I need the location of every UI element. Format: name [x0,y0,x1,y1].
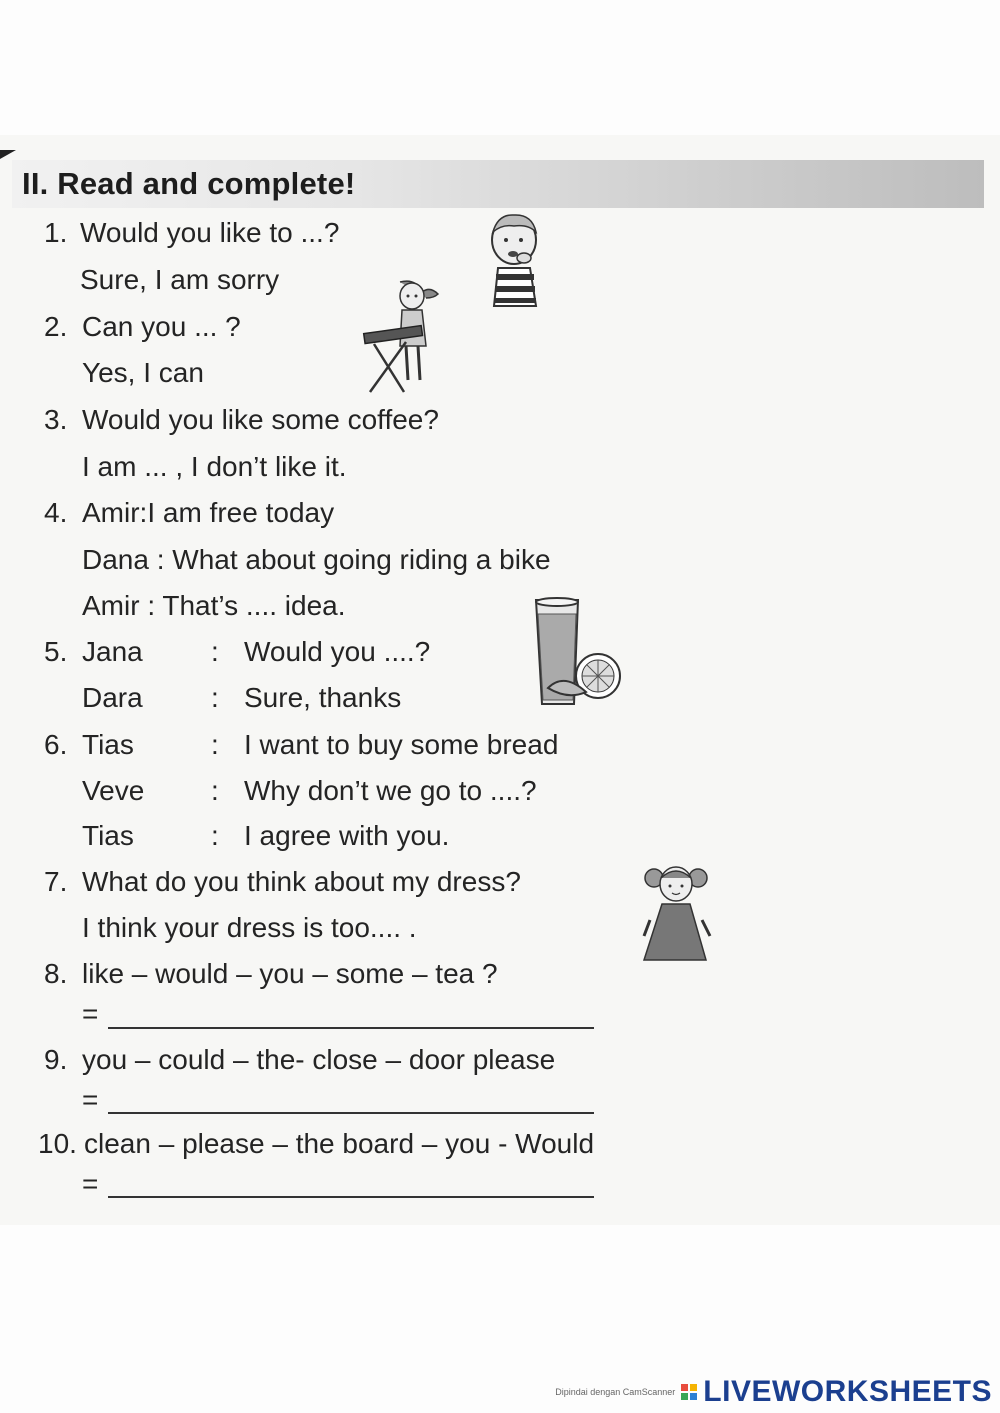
q5-text-2: Sure, thanks [244,682,402,713]
liveworksheets-logo: LIVEWORKSHEETS [703,1375,992,1408]
liveworksheets-footer [555,1374,992,1410]
q7-question: What do you think about my dress? [82,866,521,897]
section-title: II. Read and complete! [22,166,356,201]
item-number: 7. [44,866,68,897]
item-number: 8. [44,958,68,989]
item-number: 3. [44,404,68,435]
item-number: 4. [44,497,68,528]
equals-sign: = [82,1084,99,1115]
juice-glass-icon [528,596,624,712]
q2-answer: Yes, I can [82,357,204,388]
q9-answer-line[interactable] [108,1112,594,1114]
equals-sign: = [82,998,99,1029]
q6-text-1: I want to buy some bread [244,729,559,760]
dialogue-colon: : [211,775,219,806]
q5-text-1: Would you ....? [244,636,431,667]
item-number: 5. [44,636,68,667]
q8-answer-line[interactable] [108,1027,594,1029]
q3-answer: I am ... , I don’t like it. [82,451,347,482]
q9-scrambled: you – could – the- close – door please [82,1044,556,1075]
q6-text-3: I agree with you. [244,820,450,851]
q10-scrambled: clean – please – the board – you - Would [84,1128,595,1159]
q4-line-3: Amir : That’s .... idea. [82,590,346,621]
item-number: 6. [44,729,68,760]
item-number: 1. [44,217,68,248]
item-number: 10. [38,1128,77,1159]
dialogue-colon: : [211,682,219,713]
dialogue-colon: : [211,820,219,851]
q7-answer: I think your dress is too.... . [82,912,417,943]
logo-blocks-icon [681,1384,697,1400]
girl-keyboard-icon [360,276,452,394]
q6-speaker-2: Veve [82,775,145,806]
equals-sign: = [82,1168,99,1199]
dialogue-colon: : [211,729,219,760]
corner-mark [0,150,16,159]
q1-question: Would you like to ...? [80,217,340,248]
q4-line-2: Dana : What about going riding a bike [82,544,551,575]
girl-dress-icon [640,860,714,968]
q3-question: Would you like some coffee? [82,404,439,435]
item-number: 9. [44,1044,68,1075]
q6-speaker-3: Tias [82,820,134,851]
q5-speaker-1: Jana [82,636,143,667]
q6-speaker-1: Tias [82,729,134,760]
item-number: 2. [44,311,68,342]
q5-speaker-2: Dara [82,682,143,713]
dialogue-colon: : [211,636,219,667]
q8-scrambled: like – would – you – some – tea ? [82,958,498,989]
q10-answer-line[interactable] [108,1196,594,1198]
q4-line-1: Amir:I am free today [82,497,335,528]
boy-thinking-icon [484,210,546,310]
q6-text-2: Why don’t we go to ....? [244,775,537,806]
camscanner-note: Dipindai dengan CamScanner [555,1387,676,1397]
q1-answer: Sure, I am sorry [80,264,280,295]
q2-question: Can you ... ? [82,311,241,342]
